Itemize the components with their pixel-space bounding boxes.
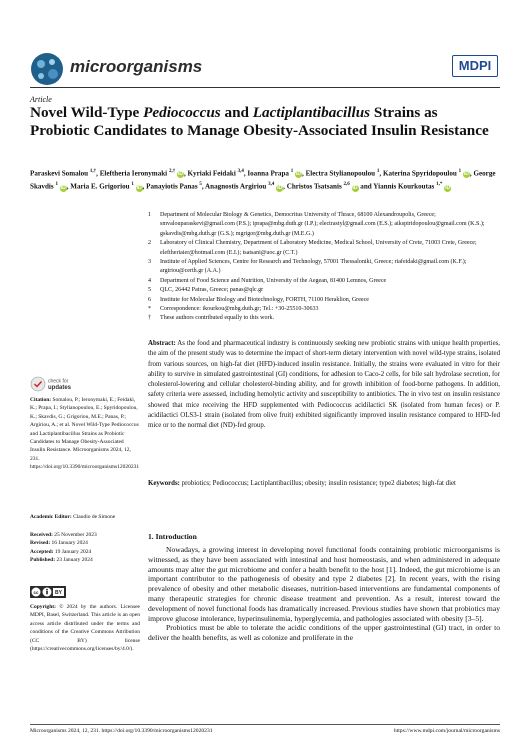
author-list: Paraskevi Somalou $^{1,\dagger}$, Eleftheria Ieronymaki $^{2,\dagger}$ iD, Kyriaki Feidaki $^{3,4}$, Ioanna Prapa $^1$ iD, Electra Stylianopoulou $^1$, Katerina Spyridopoulou $^1$ iD, George Skavdis $^1$ iD, Maria E. Grigoriou $^1$ iD, Panayiotis Panas $^5$, Anagnostis Argiriou $^{3,4}$ iD, Christos Tsatsanis $^{2,6}$ iD and Yiannis Kourkoutas $^{1,*}$ iD — [30, 169, 496, 191]
affiliation-number: 3 — [148, 259, 152, 266]
author-affiliation-marker: 2,† — [168, 169, 176, 174]
orcid-icon[interactable]: iD — [177, 171, 183, 178]
author-affiliation-marker: 2,6 — [343, 182, 350, 188]
journal-logo-icon — [30, 52, 64, 86]
affiliation-text: These authors contributed equally to this work. — [160, 315, 275, 322]
orcid-icon[interactable]: iD — [277, 184, 283, 191]
author-name: Kyriaki Feidaki — [187, 169, 238, 178]
affiliation-number: † — [148, 315, 152, 322]
citation-block: Citation: Somalou, P.; Ieronymaki, E.; Feidaki, K.; Prapa, I.; Stylianopoulou, E.; Spyridopoulou, K.; Skavdis, G.; Grigoriou, M.E.; Panas, P.; Argiriou, A.; et al. Novel Wild-Type Pediococcus and Lactiplantibacillus Strains as Probiotic Candidates to Manage Obesity-Associated Insulin Resistance. Microorganisms 2024, 12, 231. https://doi.org/10.3390/microorganisms12020231 — [30, 397, 140, 471]
author-name: Panayiotis Panas — [146, 182, 200, 191]
footer-citation: Microorganisms 2024, 12, 231. https://doi.org/10.3390/microorganisms12020231 — [30, 728, 213, 734]
mdpi-logo: MDPI — [452, 55, 498, 77]
author-name: Katerina Spyridopoulou — [382, 169, 459, 178]
footer-journal-url[interactable]: https://www.mdpi.com/journal/microorganisms — [393, 728, 500, 734]
author-name: Christos Tsatsanis — [286, 182, 344, 191]
check-for-updates-button[interactable] — [30, 375, 82, 393]
author-affiliation-marker: 1 — [290, 169, 294, 174]
affiliation-number: 2 — [148, 240, 152, 247]
affiliation-text: Department of Molecular Biology & Genetics, Democritus University of Thrace, 68100 Alexandroupolis, Greece; smvalouparaskevi@gmail.com (P.S.); iprapa@mbg.duth.gr (I.P.); electrastyl@gmail.com (E.S.); aikspiridopoulou@gmail.com (K.S.); gskavdis@mbg.duth.gr (G.S.); mgrigor@mbg.duth.gr (M.E.G.) — [160, 212, 485, 237]
updates-label: updates — [48, 385, 72, 391]
paragraph: Probiotics must be able to tolerate the acidic conditions of the upper gastrointestinal (GI) tract, in order to deliver the health benefits, as well as colonize and proliferate in the — [148, 623, 500, 643]
author-affiliation-marker: 1,† — [89, 169, 97, 174]
orcid-icon[interactable]: iD — [445, 184, 451, 191]
dates-block — [30, 531, 140, 564]
affiliation-text: Institute of Applied Sciences, Centre for Research and Technology, 57001 Thessaloniki, Greece; riafeidaki@gmail.com (K.F.); argiriou@certh.gr (A.A.) — [160, 259, 467, 275]
header-divider — [30, 87, 500, 88]
date-item: Received: 25 November 2023 — [30, 532, 97, 538]
affiliation-item — [148, 305, 500, 314]
affiliation-text: Department of Food Science and Nutrition, University of the Aegean, 81400 Lemnos, Greece — [160, 277, 387, 284]
date-item: Revised: 16 January 2024 — [30, 540, 88, 547]
affiliation-item — [148, 211, 500, 239]
affiliation-text: Laboratory of Clinical Chemistry, Department of Laboratory Medicine, Medical School, University of Crete, 71003 Crete, Greece; eleftheriaier@hotmail.com (E.I.); tsatsani@uoc.gr (C.T.) — [160, 240, 477, 256]
author-name: Anagnostis Argiriou — [205, 182, 269, 191]
affiliation-number: 4 — [148, 277, 152, 284]
copyright-notice: Copyright: © 2024 by the authors. Licensee MDPI, Basel, Switzerland. This article is an open access article distributed under the terms and conditions of the Creative Commons Attribution (CC BY) license (https://creativecommons.org/licenses/by/4.0/). — [30, 604, 140, 653]
author-name: George Skavdis — [30, 169, 496, 191]
date-item: Accepted: 19 January 2024 — [30, 548, 92, 555]
author-name: Yiannis Kourkoutas — [373, 182, 437, 191]
affiliations — [148, 211, 500, 324]
author-name: Paraskevi Somalou — [30, 169, 90, 178]
affiliation-text: QLC, 26442 Patras, Greece; panas@qlc.gr — [160, 287, 264, 294]
affiliation-item — [148, 277, 500, 286]
date-item: Published: 23 January 2024 — [30, 556, 93, 563]
affiliation-item — [148, 239, 500, 258]
check-for-label: check for — [48, 378, 69, 385]
affiliation-item — [148, 258, 500, 277]
svg-text:BY: BY — [55, 590, 62, 596]
orcid-icon[interactable]: iD — [60, 184, 66, 191]
affiliation-number: * — [148, 306, 152, 313]
footer-divider — [30, 724, 500, 725]
orcid-icon[interactable]: iD — [296, 171, 302, 178]
article-title: Novel Wild-Type Pediococcus and Lactiplantibacillus Strains as Probiotic Candidates to Manage Obesity-Associated Insulin Resistance — [30, 104, 489, 139]
academic-editor: Academic Editor: Claudio de Simone — [30, 514, 116, 520]
orcid-icon[interactable]: iD — [352, 184, 358, 191]
affiliation-number: 5 — [148, 287, 152, 294]
author-affiliation-marker: 1 — [458, 169, 462, 174]
affiliation-item — [148, 314, 500, 323]
affiliation-item — [148, 296, 500, 305]
svg-text:cc: cc — [33, 590, 39, 595]
author-affiliation-marker: 1 — [376, 169, 380, 174]
author-name: Eleftheria Ieronymaki — [99, 169, 169, 178]
orcid-icon[interactable]: iD — [463, 171, 469, 178]
author-affiliation-marker: 3,4 — [268, 182, 275, 188]
affiliation-number: 1 — [148, 212, 152, 218]
section-heading: 1. Introduction — [148, 532, 197, 541]
abstract-text: As the food and pharmaceutical industry is continuously seeking new probiotic strains with unique health properties, the aim of the present study was to determine the impact of short-term dietary intervention with novel wild-type strains, isolated from various sources, on high-fat diet (HFD)-induced insulin resistance. Initially, the strains were evaluated in vitro for their ability to survive in simulated gastrointestinal (GI) conditions, for adhesion to Caco-2 cells, for bile salt hydrolase secretion, for cholesterol-lowering and cellular cholesterol-binding ability, and for growth inhibition of food-borne pathogens. In addition, safety criteria were assessed, including hemolytic activity and susceptibility to antibiotics. The in vivo test on insulin resistance showed that mice receiving the HFD supplemented with Pediococcus acidilactici SK (isolated from human feces) or P. acidilactici OLS3-1 strain (isolated from olive fruit) exhibited significantly improved insulin resistance compared to HFD-fed mice or to the normal diet (ND)-fed group. — [148, 340, 500, 430]
author-affiliation-marker: 5 — [199, 182, 202, 188]
cc-by-license-icon[interactable] — [30, 586, 66, 598]
author-affiliation-marker: 1 — [131, 182, 134, 188]
author-affiliation-marker: 1 — [55, 182, 58, 188]
introduction-body — [148, 545, 500, 643]
article-type: Article — [30, 95, 52, 104]
journal-name: microorganisms — [70, 57, 203, 76]
author-name: Maria E. Grigoriou — [70, 182, 132, 191]
abstract: Abstract: As the food and pharmaceutical industry is continuously seeking new probiotic strains with unique health properties, the aim of the present study was to determine the impact of short-term dietary intervention with novel wild-type strains, isolated from various sources, on high-fat diet (HFD)-induced insulin resistance. Initially, the strains were evaluated in vitro for their ability to survive in simulated gastrointestinal (GI) conditions, for adhesion to Caco-2 cells, for bile salt hydrolase secretion, for cholesterol-lowering and cellular cholesterol-binding ability, and for growth inhibition of food-borne pathogens. In addition, safety criteria were assessed, including hemolytic activity and susceptibility to antibiotics. The in vivo test on insulin resistance showed that mice receiving the HFD supplemented with Pediococcus acidilactici SK (isolated from human feces) or P. acidilactici OLS3-1 strain (isolated from olive fruit) exhibited significantly improved insulin resistance compared to HFD-fed mice or to the normal diet (ND)-fed group. — [148, 340, 500, 430]
author-affiliation-marker: 1,* — [436, 182, 443, 188]
author-name: Ioanna Prapa — [247, 169, 291, 178]
keywords: Keywords: probiotics; Pediococcus; Lactiplantibacillus; obesity; insulin resistance; type2 diabetes; high-fat diet — [148, 480, 456, 487]
affiliation-item — [148, 286, 500, 295]
author-name: Electra Stylianopoulou — [305, 169, 377, 178]
keywords-text: probiotics; Pediococcus; Lactiplantibacillus; obesity; insulin resistance; type2 diabetes; high-fat diet — [181, 480, 456, 487]
author-affiliation-marker: 3,4 — [237, 169, 244, 174]
affiliation-number: 6 — [148, 296, 152, 303]
affiliation-text: Correspondence: ikourkou@mbg.duth.gr; Tel.: +30-25510-30633 — [160, 306, 319, 313]
orcid-icon[interactable]: iD — [136, 184, 142, 191]
affiliation-text: Institute for Molecular Biology and Biotechnology, FORTH, 71100 Heraklion, Greece — [160, 296, 369, 303]
paragraph: Nowadays, a growing interest in developing novel functional foods containing probiotic microorganisms is witnessed, as they have been associated with intestinal and host homeostasis, and when administered in adequate amounts may alter the gut microbiome and confer a health benefit to the host [1]. Indeed, the gut microbiome is an important contributor to the pathogenesis of obesity and type 2 diabetes [2]. In recent years, with the rising prevalence of obesity and other metabolic diseases, nutrition-based interventions are fundamental components of many therapeutic strategies for chronic disease treatment and prevention. As a result, interest toward the development of novel functional foods has dramatically increased. Previous studies have shown that probiotics may improve glucose intolerance, hyperinsulinemia, hyperglycemia, and pathologies associated with obesity [3–5]. — [148, 545, 500, 623]
